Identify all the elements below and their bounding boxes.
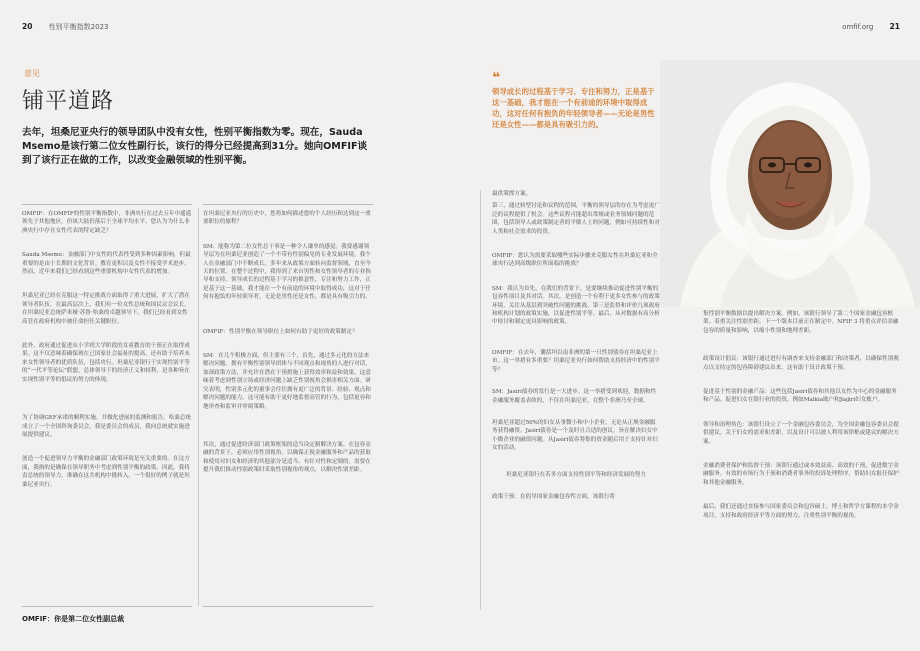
site-url[interactable]: omfif.org (842, 23, 874, 31)
paragraph: 金融消费者保护和监督干预：该银行通过或本效益高、高效的干预，促进数字金融服务。有效的市场行为干预和消费者事务的投诉处理程序，帮助妇女报任保护和其他金融服务。 (703, 463, 899, 486)
running-title: 性别平衡指数2023 (48, 23, 109, 31)
text-column-2 (203, 210, 373, 489)
section-tag: 意见 (24, 69, 40, 78)
column-rule-2 (203, 204, 373, 205)
paragraph: 此外，政府通过促进从小学到大学阶段的女童教育的干预正在取得成果。这不仅意味着确保现在已国家社会福祉的提高，还有助于培养未来女性领导者的优质队伍，包括央行。坦桑尼亚银行于实现性别平等的“一代平等论坛”联盟，总体领导下的经济正义和权利，是各种旨在实现性别平等的倡议的努力的体现。 (22, 343, 190, 383)
portrait-illustration (660, 60, 920, 307)
portrait-photo (660, 60, 920, 307)
paragraph: 政策设计倡议：该银行通过进行有调查来支持金融部门和决策者，以确保性别观点以支持定的包容障碍建议出来。这有助于设计政策干预。 (703, 356, 899, 371)
sub-heading: 坦桑尼亚银行在若多方面支持性别平等和经济发展的努力 (506, 471, 646, 478)
paragraph: 最后，我们还通过直接参与国家委员会和包容硕士、博士和哲学方课程的本学金项目，支持和政府经济平等方面的努力，注重性别平衡的视角。 (703, 504, 899, 519)
page-number-right: 21 (889, 22, 900, 31)
intro-paragraph: 去年，坦桑尼亚央行的领导团队中没有女性，性别平衡指数为零。现在，Sauda Msemo是该行第二位女性副行长，该行的得分已经提高到31分。她向OMFIF谈到了该行正在做的工作，以改变金融领域的性别平衡。 (22, 127, 368, 166)
question-paragraph: OMFIF：性别平衡在领导职位上如何有助于更好的政策制定？ (203, 328, 358, 335)
question-paragraph: OMFIF：在去年，囊括坦以南非洲的第一只性别债券在坦桑尼亚上市。这一举措有多重要？坦桑尼亚央行如何帮助支持经济中的性别平等？ (492, 349, 660, 373)
column-divider-1 (198, 208, 199, 606)
column-rule-1 (22, 204, 192, 205)
paragraph: 坦桑尼亚超过50%的妇女从事微小和中小企业。无论从正规金融服务获得融资。Jasiri债券是一个及时且合适的创议，旨在解决妇女中小微企业的融资问题。从Jasiri债券筹集的资金随后用于支持针对妇女的活动。 (492, 419, 658, 452)
paragraph: 促进基于性别的金融产品：这些包括Jasiri债券和其他以女性为中心的金融服务和产品。促进妇女在银行业的投资，例如Malkia账户和Jiajiri妇女账户。 (703, 389, 897, 404)
page-number-left: 20 (22, 22, 33, 31)
paragraph: 领导和治理角色：该银行设立了一个金融包容委员会，为全国金融包容委员会提供建议。关于妇女的需求和差距，以及设计可以被人利用该律框或建议的解决方案。 (703, 421, 899, 445)
paragraph: 为了协调GEF承诺的顺利实施，并做化进展的监测和报告，哈桑总统成立了一个全国咨询委员会。我是委员会的成员，我向总统就实施进展提供建议。 (22, 415, 192, 438)
page-footer: OMFIF：你是第二位女性副总裁 (22, 615, 125, 623)
page-header-right (842, 22, 900, 31)
text-column-3 (492, 190, 660, 515)
question-paragraph: OMFIF：您认为需要采取哪些实际步骤来克服女性在坦桑尼亚和全球央行达到高级职位所面临的挑战？ (492, 253, 658, 268)
text-column-1 (22, 210, 192, 503)
paragraph: Sauda Msemo：金融部门中女性的代表性受到多种因素影响，但最重要的是由于长期的文化背景。教育更积以及女性不接受学术进步。然而，近年来我们已经看到这些重要机构中女性代表的增加。 (22, 252, 191, 276)
bottom-rule-1 (22, 606, 192, 607)
paragraph: SM：能称为第二位女性总干事是一种令人谦卑的感觉。我要感谢领导层为在坦桑尼亚创造了一个不带有性别偏见的专业发展环境。我个人在金融部门中不断成长。多年来从政策方面转向监督领域，直至今天的位置。在整个过程中，我得到了来自男性和女性领导者的专业指导和支持。领导成长的过程基于学习的推意性，专注和努力工作，正是基于这一基础，我才能在一个有前途的环境中取得成功，这对于任何有抱负的年轻领导者，无论是男性还是女性，都是具有吸引力的。 (203, 243, 371, 301)
paragraph: SM：Jasiri债券的发行是一大进步。这一举措受到欢迎，数据和性金融服务覆盖表收的，不仅在坦桑尼亚，在整个非洲乃至全球。 (492, 389, 657, 404)
text-column-4 (703, 310, 899, 534)
paragraph: SM：我认为首先，在我们的背景下，是要继续推动促进性别平衡的包容性项目及其对话。其次，是创造一个有利于更多女性参与的政策环境，关注从基层到突破性问题的挑战。第三是监督和评价几项政府和机构计划的政策实施，以促进性别平等。最后，从对数据有高分析中检讨和制定更具影响的政策。 (492, 285, 660, 326)
paragraph: 最供策撑方案。 (492, 191, 532, 197)
paragraph: 其次，通过促进经济部门政策框架的适当设定制解决方案。在包容金融的背景下，必须应用性别视角，以确保正视金融服务和产品的获取和使用对妇女和经济的其他部分是适当、有针对性和定制的。需要在提升我们推动性别政策时采取性别视角的观点，以解决性别差距。 (203, 441, 371, 474)
paragraph: 第三，通过转型讨论和议程的范围，平衡的领导层的存在为考虑更广泛的议程提供了机会。这些议程可能超出常规或业务领域问题的范围，包括领导人或政策制定者的平敏人士的问题，例如可持续性和对人类和社会需求的投资。 (492, 203, 660, 235)
quote-mark-icon: ❝ (492, 70, 501, 86)
paragraph: OMFIF：在OMFIF的性别平衡指数中，非洲央行在过去五年中遥遥领先于其他地区，但该大陆仍落后于全球平均水平。您认为为什么非洲央行中存在女性代表的特定缺乏？ (22, 211, 192, 234)
paragraph: 政策干预：在倡导国家金融包容性方面，该银行将 (492, 493, 616, 500)
bottom-rule-2 (203, 606, 373, 607)
paragraph: 坦桑尼亚已经在克服这一特定挑战方面取得了重大进展，扩大了潜在领导者队伍。在最高层次上，我们有一位女性总统和国民议会议长。在坦桑尼亚总统萨米娅·苏鲁·哈桑的卓越领导下，我们已经看到女性高管在政府机构中被任命担任关键职位。 (22, 293, 190, 325)
page-title: 铺平道路 (22, 89, 115, 114)
column-divider-2 (480, 190, 481, 610)
paragraph: 创造一个促进领导力平衡的金融部门政策环境是至关重要的。在这方面，我指的是确保在领导职务中考虑到性别平衡的政策。因此，我将责总统的领导力，准确在这共机构中挑转入。一个很好的例子就是坦桑尼亚央行。 (22, 456, 190, 488)
pull-quote: 领导成长的过程基于学习、专注和努力，正是基于这一基础，我才能在一个有前途的环境中取得成功，这对任何有抱负的年轻领导者——无论是男性还是女性——都是具有吸引力的。 (492, 87, 655, 129)
paragraph: 在坦桑尼亚央行的历史中，您将如何描述您的个人经历和达到这一重要职位的旅程？ (203, 211, 371, 226)
paragraph: SM：在几个积极方面，但主要有三个，首先，通过多元化的方法来解决问题。拥有平衡性别领导团体与不同观点和视角的人进行对话，加深政策方法，并允许在潜在干预措施上获得效率和益和效果。这意味着考虑到性别立场或经济问题上缺乏性别视角会损害相关方面。研究表明，性别多元化的董事会往往拥有更广泛的背景、经验、观点和解决问题的能力，这可能有助于更好地监督高管的行为，包括更容和地审查和监审并审阅策略。 (203, 353, 371, 410)
paragraph: 集性别平衡数据以提出解决方案。例如，该银行领导了第二个国家金融包容框架。着重关注性别差距。下一个版本目前正在制定中。NFIF 3 将重点评估金融包容的质量和影响，以缩小性别和地理差距。 (703, 311, 899, 334)
page-header-left (22, 22, 109, 32)
